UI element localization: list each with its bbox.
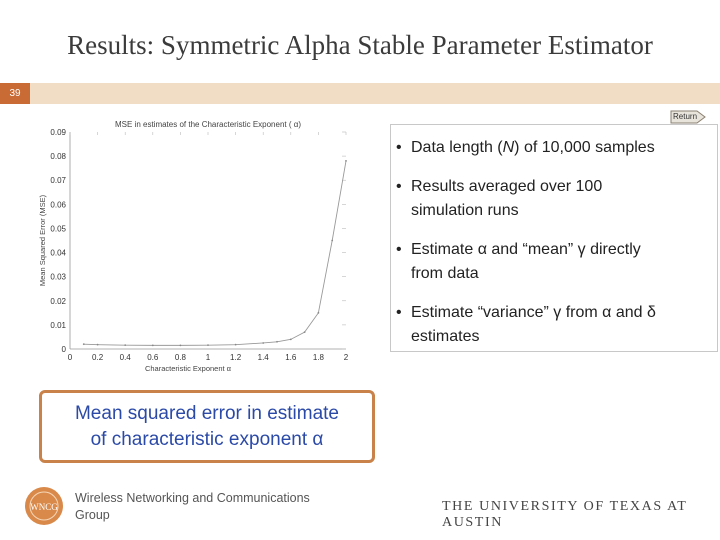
y-tick-label: 0.07	[50, 176, 66, 186]
header-band	[0, 83, 720, 104]
bullet-averaged: • Results averaged over 100 simulation runs	[411, 175, 602, 223]
x-tick-label: 0	[67, 353, 73, 362]
bullet-dot-icon: •	[396, 241, 402, 258]
bullet-estimate-alpha: • Estimate α and “mean” γ directly from data	[411, 238, 641, 286]
bullet-dot-icon: •	[396, 304, 402, 321]
y-tick-label: 0	[61, 345, 66, 354]
y-tick-label: 0.02	[50, 296, 66, 306]
slide-title: Results: Symmetric Alpha Stable Parameter Estimator	[67, 30, 653, 60]
mse-data-point	[235, 344, 237, 346]
y-tick-label: 0.06	[50, 200, 66, 210]
wncg-group-name: Wireless Networking and Communications Group	[75, 491, 310, 522]
x-tick-label: 1.4	[257, 353, 269, 362]
x-tick-label: 1.2	[230, 353, 242, 362]
mse-data-point	[318, 312, 320, 314]
mse-data-point	[152, 344, 154, 346]
mse-series-line	[84, 161, 346, 345]
bullet-dot-icon: •	[396, 178, 402, 195]
y-tick-label: 0.03	[50, 272, 66, 282]
x-axis-label: Characteristic Exponent α	[144, 364, 232, 373]
y-tick-label: 0.09	[50, 128, 66, 137]
mse-data-point	[331, 240, 333, 242]
wncg-logo-text: WNCG	[30, 502, 58, 512]
x-tick-label: 0.6	[147, 353, 159, 362]
mse-data-point	[180, 344, 182, 346]
chart-title: MSE in estimates of the Characteristic Exponent ( α)	[114, 120, 302, 129]
mse-data-point	[345, 160, 347, 162]
wncg-logo	[24, 486, 64, 526]
y-axis-label: Mean Squared Error (MSE)	[38, 194, 47, 287]
mse-data-point	[97, 344, 99, 346]
x-tick-label: 2	[343, 353, 349, 362]
ut-austin-logo: THE UNIVERSITY OF TEXAS AT AUSTIN	[442, 499, 688, 530]
x-tick-label: 0.8	[174, 353, 186, 362]
mse-data-point	[262, 342, 264, 344]
mse-data-point	[207, 344, 209, 346]
caption-box: Mean squared error in estimate of characteristic exponent α	[39, 390, 375, 463]
mse-data-point	[83, 343, 85, 345]
mse-chart	[28, 112, 358, 374]
y-tick-label: 0.04	[50, 248, 66, 258]
mse-data-point	[290, 338, 292, 340]
x-tick-label: 1.8	[312, 353, 324, 362]
mse-data-point	[276, 341, 278, 343]
x-tick-label: 1	[205, 353, 211, 362]
x-tick-label: 0.4	[119, 353, 131, 362]
x-tick-label: 1.6	[285, 353, 297, 362]
bullet-data-length: • Data length (N) of 10,000 samples	[411, 136, 655, 160]
x-tick-label: 0.2	[92, 353, 104, 362]
mse-data-point	[304, 331, 306, 333]
y-tick-label: 0.01	[50, 320, 66, 330]
slide-number: 39	[0, 83, 30, 104]
bullet-estimate-variance: • Estimate “variance” γ from α and δ estimates	[411, 301, 656, 349]
return-label: Return	[673, 112, 698, 121]
bullet-dot-icon: •	[396, 139, 402, 156]
y-tick-label: 0.08	[50, 152, 66, 162]
y-tick-label: 0.05	[50, 224, 66, 234]
mse-data-point	[124, 344, 126, 346]
bullet-box	[390, 124, 718, 352]
